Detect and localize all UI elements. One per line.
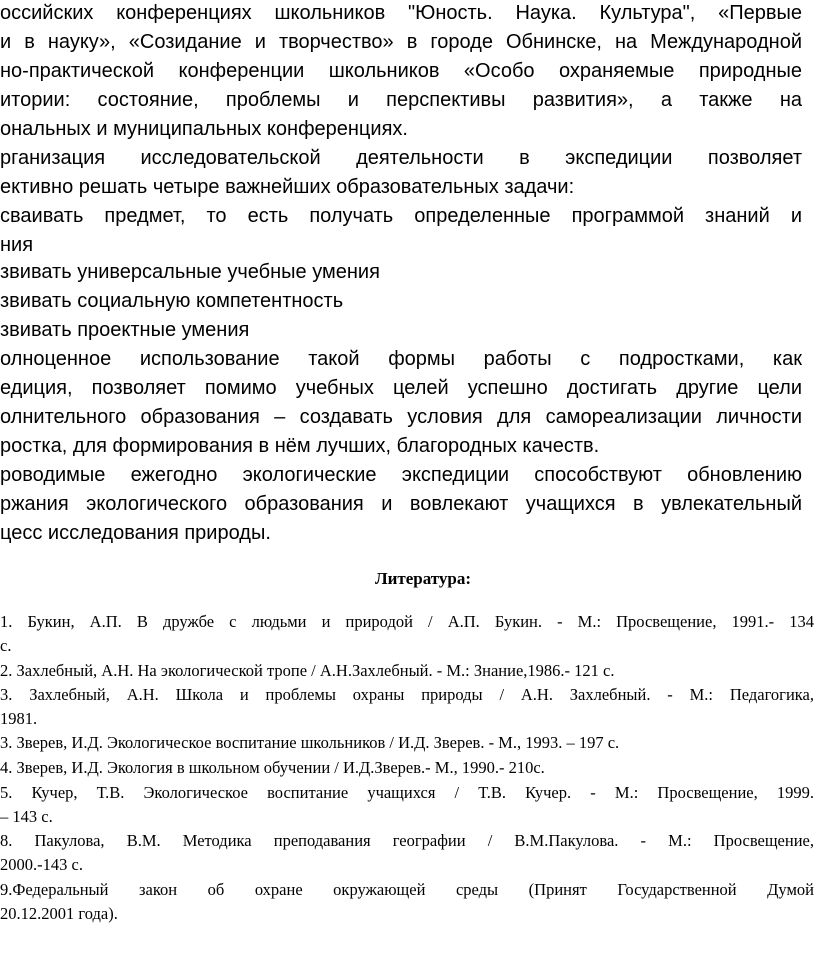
bibliography-entry-line: 2. Захлебный, А.Н. На экологической тропе / А.Н.Захлебный. - М.: Знание,1986.- 121 с.: [0, 661, 615, 680]
body-text-line: цесс исследования природы.: [0, 522, 271, 544]
bibliography-entry-line: – 143 с.: [0, 807, 53, 826]
body-text-line: звивать проектные умения: [0, 319, 250, 341]
bibliography-entry-line: 3. Захлебный, А.Н. Школа и проблемы охраны природы / А.Н. Захлебный. - М.: Педагогика,: [0, 685, 814, 704]
body-text-line: ональных и муниципальных конференциях.: [0, 118, 408, 140]
body-text-line: ржания экологического образования и вовлекают учащихся в увлекательный: [0, 493, 802, 515]
body-text-line: оссийских конференциях школьников "Юность. Наука. Культура", «Первые: [0, 2, 802, 24]
literature-heading: Литература:: [374, 569, 472, 588]
body-text-line: и в науку», «Созидание и творчество» в городе Обнинске, на Международной: [0, 31, 802, 53]
bibliography-entry-line: с.: [0, 636, 12, 655]
bibliography-entry-line: 3. Зверев, И.Д. Экологическое воспитание школьников / И.Д. Зверев. - М., 1993. – 197 с.: [0, 733, 620, 752]
bibliography-entry-line: 1981.: [0, 709, 38, 728]
body-text-line: ростка, для формирования в нём лучших, благородных качеств.: [0, 435, 600, 457]
bibliography-entry-line: 2000.-143 с.: [0, 855, 83, 874]
body-text-line: роводимые ежегодно экологические экспедиции способствуют обновлению: [0, 464, 802, 486]
bibliography-entry-line: 4. Зверев, И.Д. Экология в школьном обучении / И.Д.Зверев.- М., 1990.- 210с.: [0, 758, 545, 777]
body-text-line: рганизация исследовательской деятельности в экспедиции позволяет: [0, 147, 802, 169]
body-text-line: ния: [0, 234, 34, 256]
body-text-line: звивать социальную компетентность: [0, 290, 344, 312]
body-text-line: олноценное использование такой формы работы с подростками, как: [0, 348, 802, 370]
body-text-line: звивать универсальные учебные умения: [0, 261, 380, 283]
bibliography-entry-line: 8. Пакулова, В.М. Методика преподавания географии / В.М.Пакулова. - М.: Просвещение,: [0, 831, 814, 850]
bibliography-entry-line: 9.Федеральный закон об охране окружающей среды (Принят Государственной Думой: [0, 880, 814, 899]
bibliography-entry-line: 1. Букин, А.П. В дружбе с людьми и природой / А.П. Букин. - М.: Просвещение, 1991.- 134: [0, 612, 814, 631]
body-text-line: итории: состояние, проблемы и перспективы развития», а также на: [0, 89, 802, 111]
body-text-line: едиция, позволяет помимо учебных целей успешно достигать другие цели: [0, 377, 802, 399]
body-text-line: сваивать предмет, то есть получать определенные программой знаний и: [0, 205, 802, 227]
body-text-line: но-практической конференции школьников «Особо охраняемые природные: [0, 60, 802, 82]
body-text-line: ективно решать четыре важнейших образовательных задачи:: [0, 176, 575, 198]
bibliography-entry-line: 5. Кучер, Т.В. Экологическое воспитание учащихся / Т.В. Кучер. - М.: Просвещение, 1999.: [0, 783, 814, 802]
bibliography-entry-line: 20.12.2001 года).: [0, 904, 118, 923]
body-text-line: олнительного образования – создавать условия для самореализации личности: [0, 406, 802, 428]
